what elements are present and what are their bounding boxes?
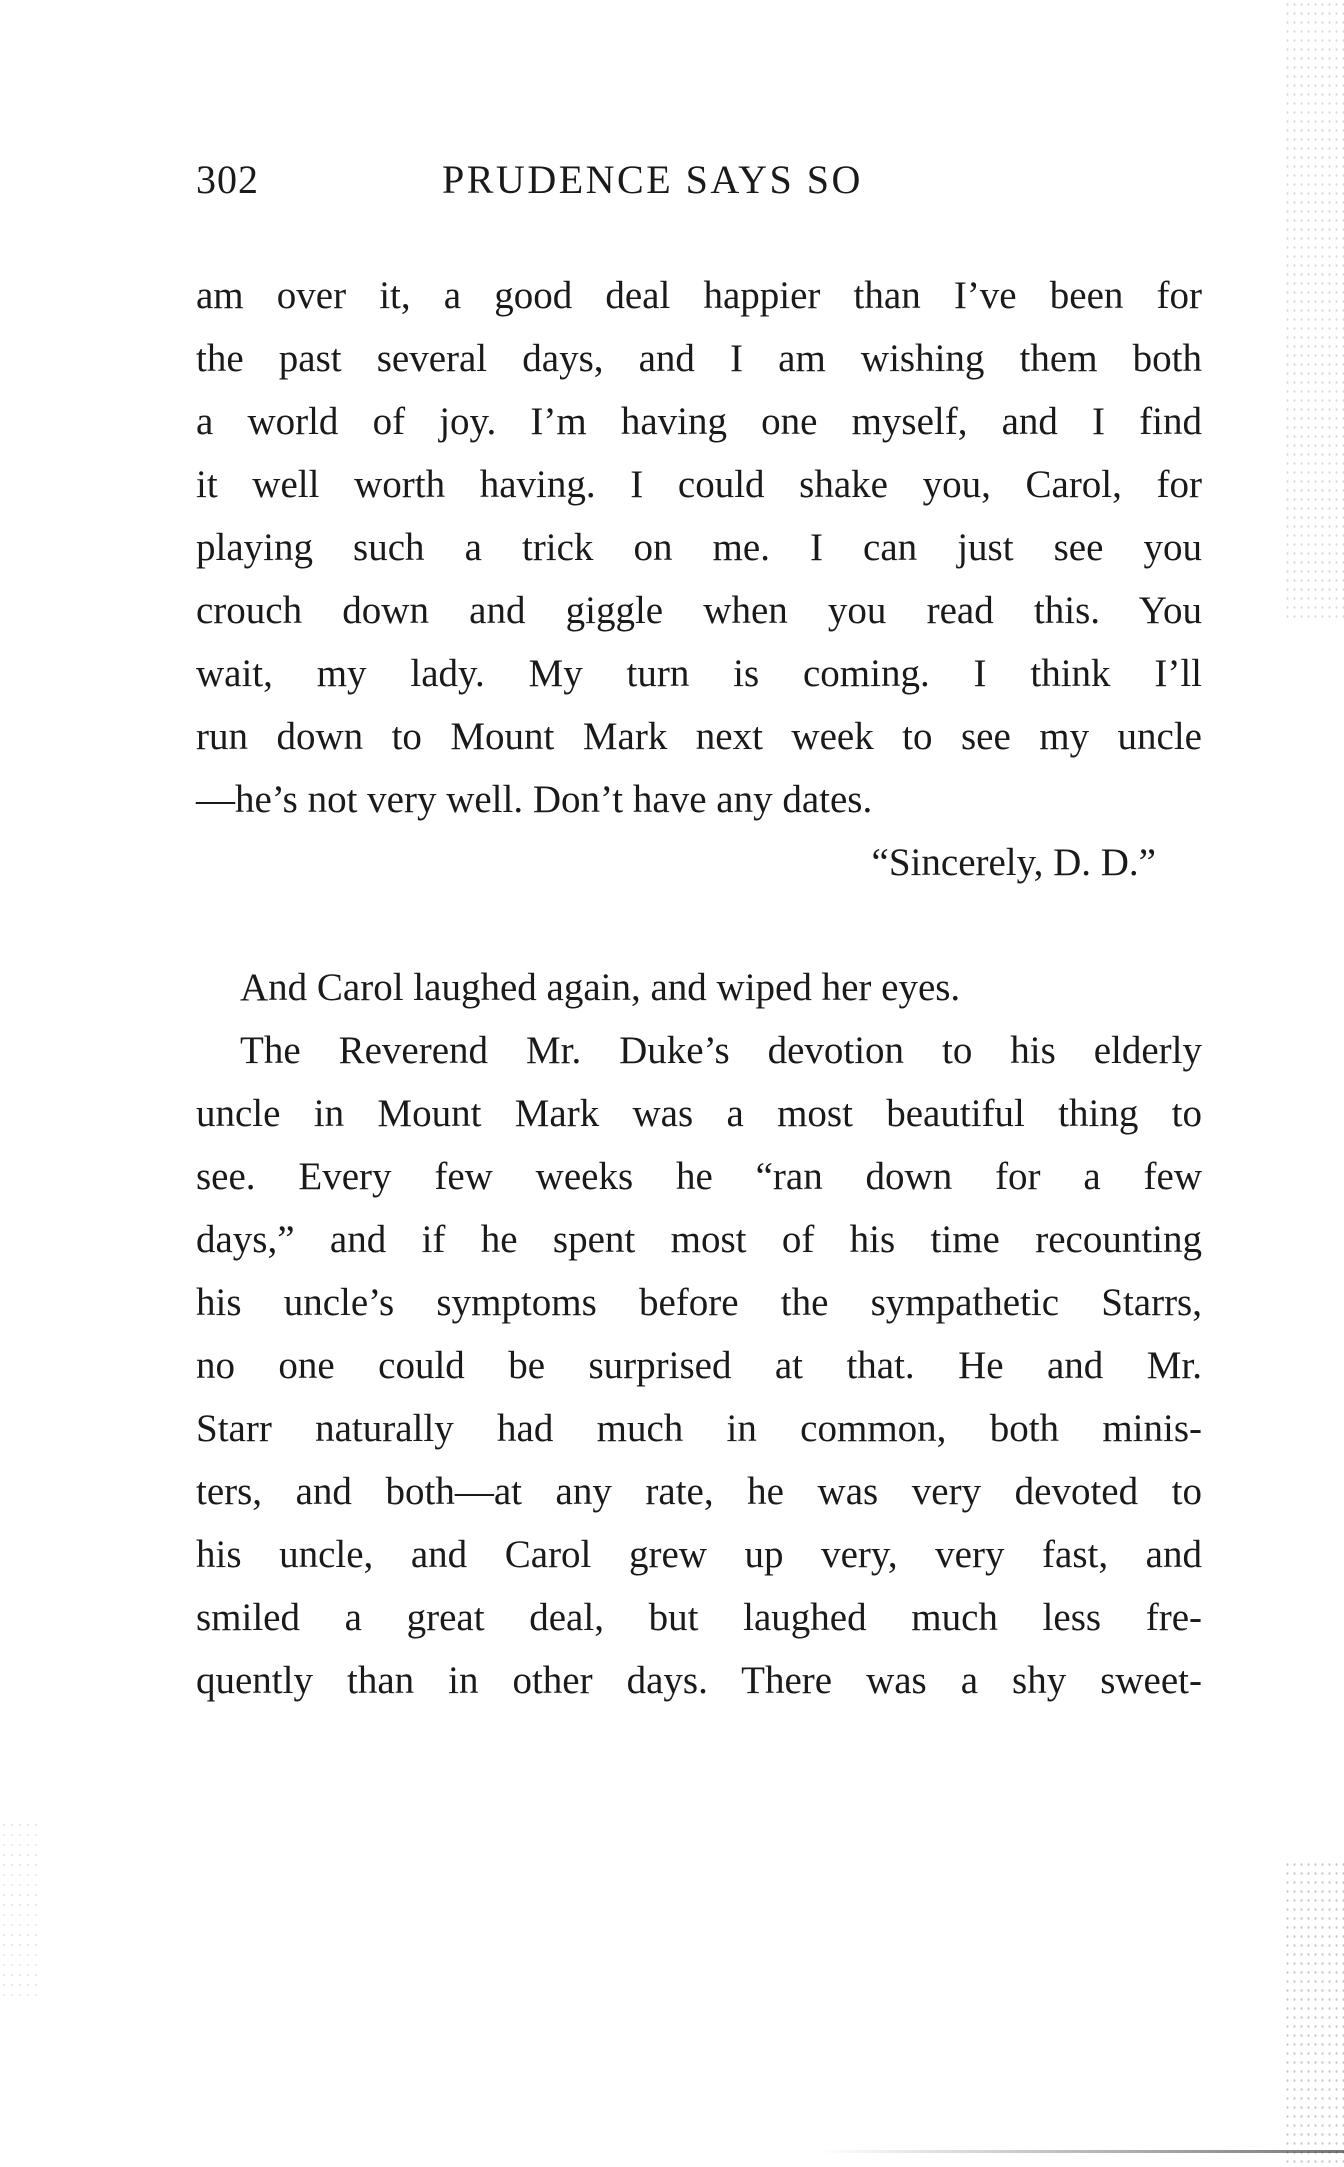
paragraph-line: his uncle, and Carol grew up very, very fast, and: [196, 1533, 1202, 1576]
paragraph-line: see. Every few weeks he “ran down for a few: [196, 1155, 1202, 1198]
paragraph-line: quently than in other days. There was a shy sweet-: [196, 1659, 1202, 1702]
text-line: wait, my lady. My turn is coming. I think I’ll: [196, 652, 1202, 695]
paragraph-line: smiled a great deal, but laughed much less fre-: [196, 1596, 1202, 1639]
scan-edge-noise: [1284, 1860, 1344, 2167]
page-number: 302: [196, 157, 259, 202]
scan-edge-noise: [0, 1820, 40, 2000]
running-head: [196, 150, 1202, 210]
paragraph-line: uncle in Mount Mark was a most beautiful thing to: [196, 1092, 1202, 1135]
text-line: it well worth having. I could shake you, Carol, for: [196, 463, 1202, 506]
paragraph-line: Starr naturally had much in common, both minis-: [196, 1407, 1202, 1450]
paragraph-line: no one could be surprised at that. He and Mr.: [196, 1344, 1202, 1387]
running-title: PRUDENCE SAYS SO: [442, 157, 863, 202]
narrative-text: [196, 956, 1202, 1712]
paragraph-line: The Reverend Mr. Duke’s devotion to his elderly: [240, 1029, 1202, 1072]
letter-text: [196, 264, 1202, 894]
scan-bottom-shadow: [820, 2150, 1344, 2153]
text-line: crouch down and giggle when you read this. You: [196, 589, 1202, 632]
paragraph-line: And Carol laughed again, and wiped her eyes.: [240, 966, 961, 1009]
text-line: playing such a trick on me. I can just see you: [196, 526, 1202, 569]
paragraph-line: ters, and both—at any rate, he was very devoted to: [196, 1470, 1202, 1513]
text-line: am over it, a good deal happier than I’ve been for: [196, 274, 1202, 317]
text-line: —he’s not very well. Don’t have any dates.: [196, 778, 873, 821]
scan-edge-noise: [1284, 0, 1344, 620]
paragraph-line: days,” and if he spent most of his time recounting: [196, 1218, 1202, 1261]
letter-signature: “Sincerely, D. D.”: [871, 841, 1156, 884]
text-line: a world of joy. I’m having one myself, and I find: [196, 400, 1202, 443]
text-line: the past several days, and I am wishing them both: [196, 337, 1202, 380]
text-line: run down to Mount Mark next week to see my uncle: [196, 715, 1202, 758]
paragraph-line: his uncle’s symptoms before the sympathetic Starrs,: [196, 1281, 1202, 1324]
